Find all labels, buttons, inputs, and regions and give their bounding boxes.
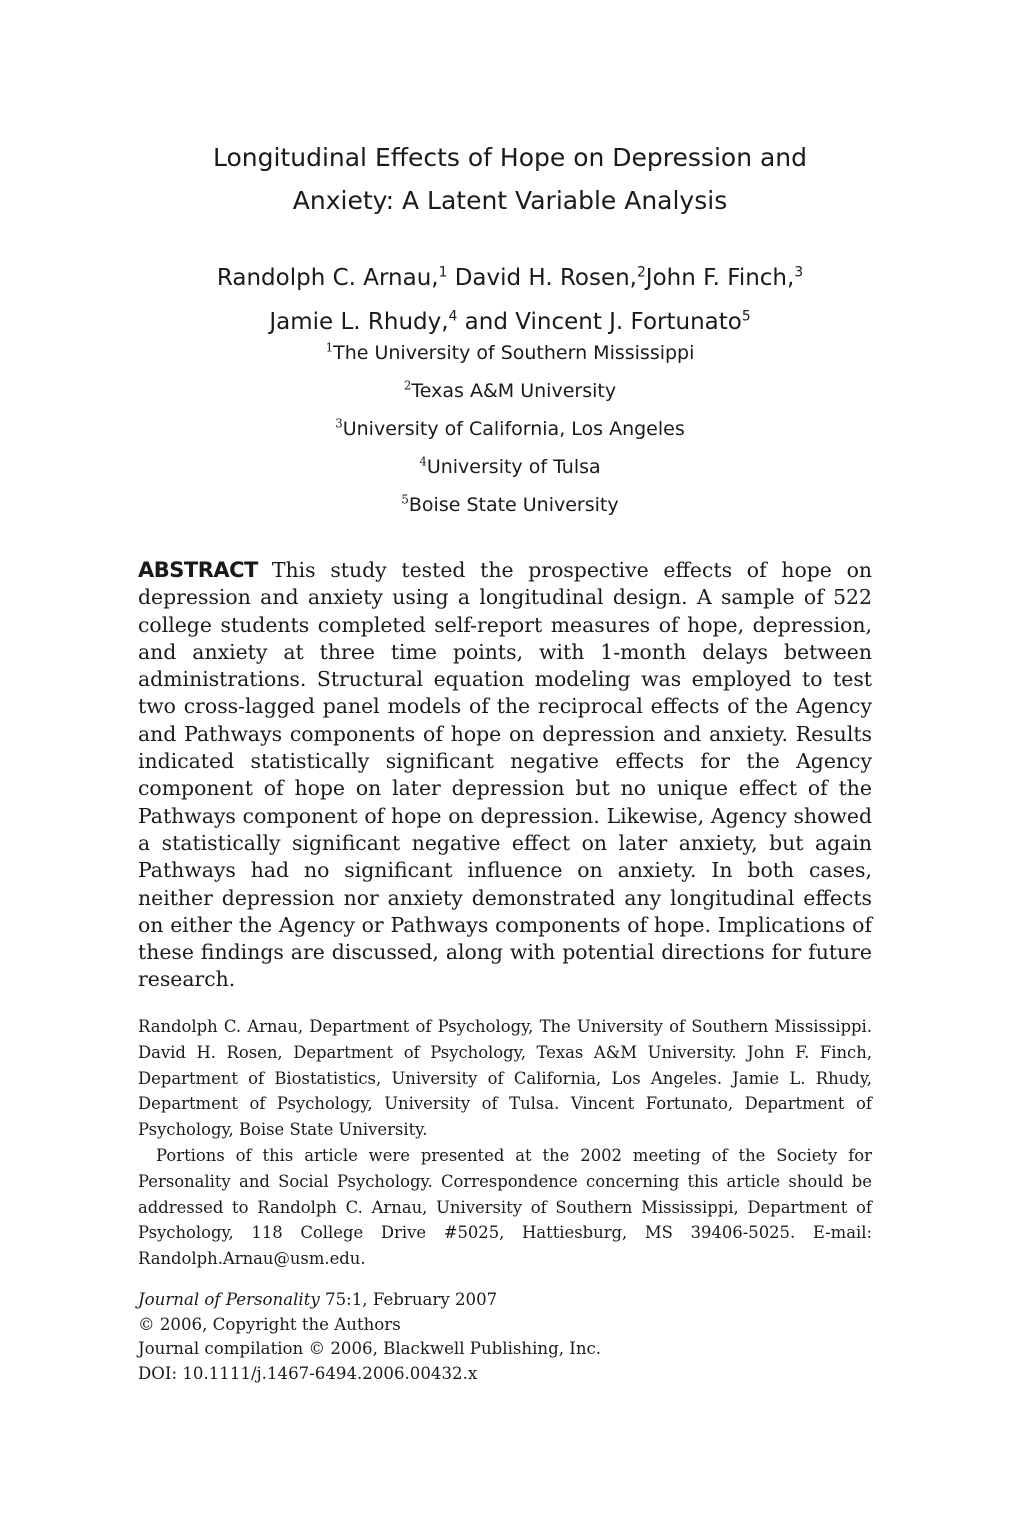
title-line-1: Longitudinal Effects of Hope on Depression and	[212, 143, 808, 172]
affiliation-item	[100, 448, 920, 486]
author-list	[100, 256, 920, 344]
author-affiliation-marker: 1	[438, 264, 448, 281]
journal-name: Journal of Personality	[138, 1290, 320, 1309]
affiliation-marker: 3	[335, 416, 343, 431]
author-line-1	[100, 256, 920, 300]
correspondence-note: Portions of this article were presented at the 2002 meeting of the Society for Personality and Social Psychology. Correspondence concerning this article should be addressed to Randolph C. Arnau, University of Southern Mississippi, Department of Psychology, 118 College Drive #5025, Hattiesburg, MS 39406-5025. E-mail: Randolph.Arnau@usm.edu.	[138, 1145, 872, 1269]
affiliation-name: The University of Southern Mississippi	[333, 342, 695, 364]
journal-citation	[138, 1288, 872, 1313]
author-affiliation-marker: 5	[741, 308, 751, 325]
author-name: John F. Finch,	[645, 265, 795, 291]
affiliation-item	[100, 486, 920, 524]
author-name: Randolph C. Arnau,	[216, 265, 439, 291]
title-line-2: Anxiety: A Latent Variable Analysis	[292, 186, 728, 215]
author-name: David H. Rosen,	[454, 265, 637, 291]
affiliation-item	[100, 410, 920, 448]
author-name: Jamie L. Rhudy,	[269, 309, 449, 335]
compilation-line: Journal compilation © 2006, Blackwell Publishing, Inc.	[138, 1339, 602, 1359]
article-title	[120, 136, 900, 222]
author-affiliation-marker: 4	[448, 308, 458, 325]
affiliation-list	[100, 334, 920, 524]
author-affiliation-marker: 3	[794, 264, 804, 281]
abstract	[138, 557, 872, 994]
author-affiliation-marker: 2	[637, 264, 646, 281]
affiliation-name: University of California, Los Angeles	[342, 418, 685, 440]
author-notes	[138, 1014, 872, 1272]
doi-line: DOI: 10.1111/j.1467-6494.2006.00432.x	[138, 1363, 478, 1383]
affiliation-marker: 4	[419, 454, 427, 469]
affiliation-note: Randolph C. Arnau, Department of Psychology, The University of Southern Mississippi. David H. Rosen, Department of Psychology, Texas A&M University. John F. Finch, Department of Biostatistics, University of California, Los Angeles. Jamie L. Rhudy, Department of Psychology, University of Tulsa. Vincent Fortunato, Department of Psychology, Boise State University.	[138, 1017, 872, 1140]
affiliation-name: Boise State University	[408, 494, 619, 516]
affiliation-item	[100, 372, 920, 410]
affiliation-marker: 1	[325, 340, 334, 355]
affiliation-name: Texas A&M University	[411, 380, 617, 402]
affiliation-name: University of Tulsa	[426, 456, 601, 478]
journal-issue: 75:1, February 2007	[319, 1290, 498, 1309]
abstract-heading: ABSTRACT	[138, 558, 258, 582]
affiliation-marker: 5	[401, 492, 409, 507]
abstract-text: This study tested the prospective effects of hope on depression and anxiety using a longitudinal design. A sample of 522 college students completed self-report measures of hope, depression, and anxiety at three time points, with 1-month delays between administrations. Structural equation modeling was employed to test two cross-lagged panel models of the reciprocal effects of the Agency and Pathways components of hope on depression and anxiety. Results indicated statistically significant negative effects for the Agency component of hope on later depression but no unique effect of the Pathways component of hope on depression. Likewise, Agency showed a statistically significant negative effect on later anxiety, but again Pathways had no significant influence on anxiety. In both cases, neither depression nor anxiety demonstrated any longitudinal effects on either the Agency or Pathways components of hope. Implications of these findings are discussed, along with potential directions for future research.	[138, 558, 872, 992]
author-name: and Vincent J. Fortunato	[464, 309, 742, 335]
journal-info	[138, 1288, 872, 1386]
copyright-line: © 2006, Copyright the Authors	[138, 1314, 401, 1334]
affiliation-item	[100, 334, 920, 372]
affiliation-marker: 2	[403, 378, 412, 393]
